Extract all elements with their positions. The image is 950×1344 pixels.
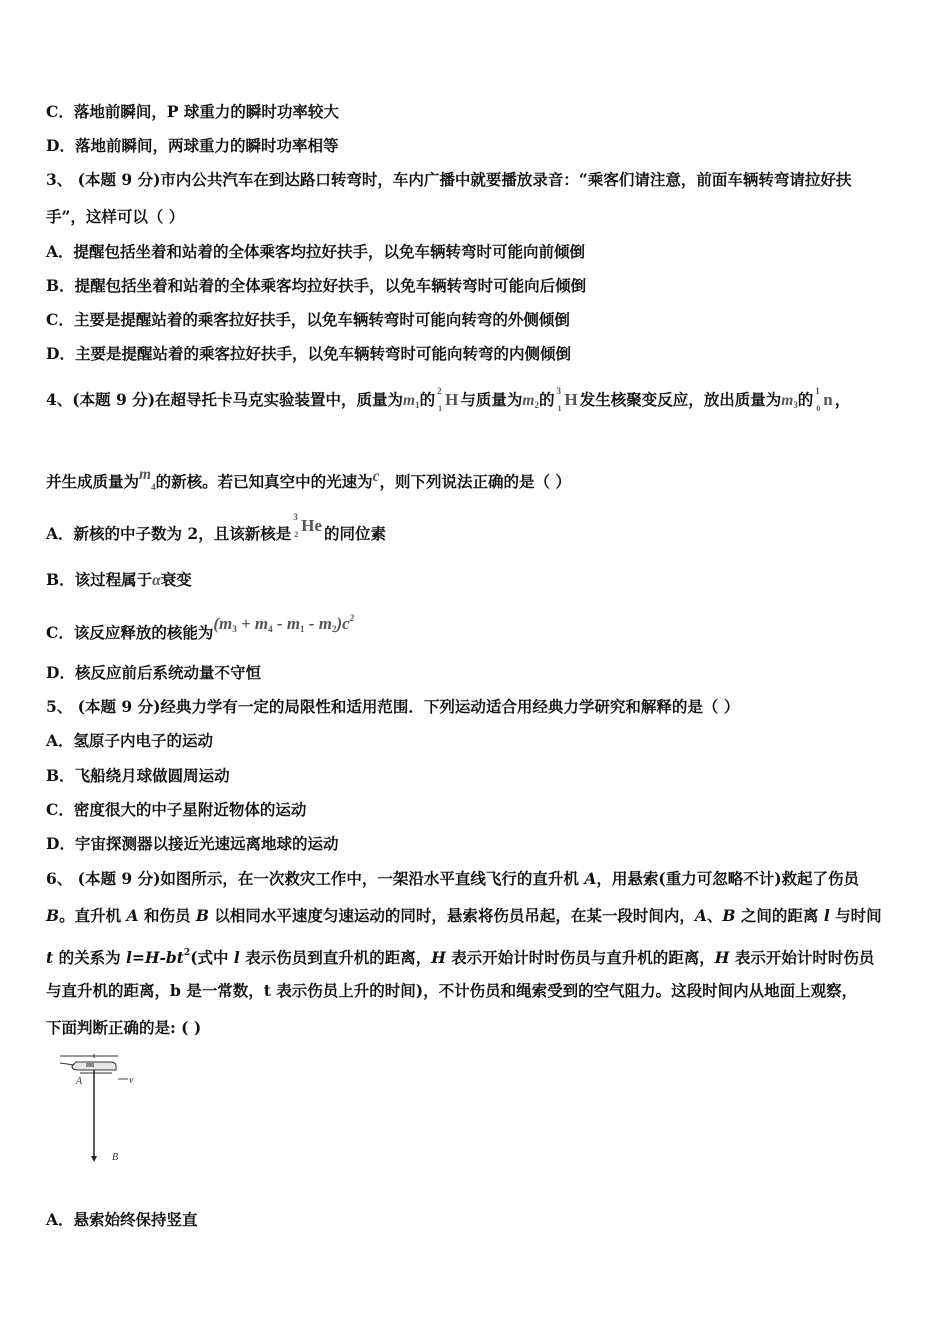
- alpha-symbol: α: [152, 572, 161, 589]
- helicopter-icon: [60, 1054, 118, 1073]
- option-c-q2: C．落地前瞬间，P 球重力的瞬时功率较大: [46, 102, 339, 121]
- option-d-q5: D．宇宙探测器以接近光速远离地球的运动: [46, 834, 339, 853]
- question-4-stem: 4、(本题 9 分)在超导托卡马克实验装置中，质量为m1的 2 1 H 与质量为m2的 3 1 H 发生核聚变反应，放出质量为m3的 1 0 n ，: [46, 386, 851, 413]
- question-6-stem-4: 与直升机的距离，b 是一常数，t 表示伤员上升的时间)，不计伤员和绳索受到的空气阻力。这段时间内从地面上观察，: [46, 981, 858, 1000]
- option-b-q4: B．该过程属于α衰变: [46, 570, 192, 589]
- helium-3-symbol: 3 2 He: [293, 512, 322, 539]
- energy-formula: $(m3 + m4 - m1 - m2)c^2$: [213, 613, 355, 634]
- label-a: A: [76, 1076, 83, 1087]
- option-d-q3: D．主要是提醒站着的乘客拉好扶手，以免车辆转弯时可能向转弯的内侧倾倒: [46, 344, 571, 363]
- option-d-q4: D．核反应前后系统动量不守恒: [46, 663, 261, 682]
- option-a-q6: A．悬索始终保持竖直: [46, 1210, 198, 1229]
- question-4-stem-cont: 并生成质量为m4的新核。若已知真空中的光速为c，则下列说法正确的是（ ）: [46, 466, 571, 492]
- question-6-stem-5: 下面判断正确的是: ( ): [46, 1018, 202, 1037]
- option-c-q3: C．主要是提醒站着的乘客拉好扶手，以免车辆转弯时可能向转弯的外侧倾倒: [46, 310, 570, 329]
- helicopter-rescue-figure: [58, 1052, 168, 1172]
- label-b: B: [112, 1152, 119, 1163]
- option-a-q3: A．提醒包括坐着和站着的全体乘客均拉好扶手，以免车辆转弯时可能向前倾倒: [46, 242, 586, 261]
- option-c-q4: C．该反应释放的核能为$(m3 + m4 - m1 - m2)c^2$: [46, 613, 355, 642]
- question-6-stem-2: B。直升机 A 和伤员 B 以相同水平速度匀速运动的同时，悬索将伤员吊起，在某一段时间内，A、B 之间的距离 l 与时间: [46, 906, 882, 925]
- option-d-q2: D．落地前瞬间，两球重力的瞬时功率相等: [46, 136, 339, 155]
- option-c-q5: C．密度很大的中子星附近物体的运动: [46, 800, 307, 819]
- question-6-stem-3: t 的关系为 $l=H-bt^2$(式中 l 表示伤员到直升机的距离，H 表示开始计时时伤员与直升机的距离，H 表示开始计时时伤员: [46, 948, 875, 967]
- option-a-q5: A．氢原子内电子的运动: [46, 731, 214, 750]
- neutron-symbol: 1 0 n: [815, 386, 833, 413]
- question-6-stem: 6、 (本题 9 分)如图所示，在一次救灾工作中，一架沿水平直线飞行的直升机 A，用悬索(重力可忽略不计)救起了伤员: [46, 869, 860, 888]
- question-3-stem: 3、 (本题 9 分)市内公共汽车在到达路口转弯时，车内广播中就要播放录音：“乘客们请注意，前面车辆转弯请拉好扶: [46, 170, 852, 189]
- option-a-q4: A．新核的中子数为 2，且该新核是 3 2 He 的同位素: [46, 512, 387, 543]
- option-b-q3: B．提醒包括坐着和站着的全体乘客均拉好扶手，以免车辆转弯时可能向后倾倒: [46, 276, 587, 295]
- question-5-stem: 5、 (本题 9 分)经典力学有一定的局限性和适用范围．下列运动适合用经典力学研究和解释的是（ ）: [46, 697, 740, 716]
- question-3-stem-cont: 手”，这样可以（ ）: [46, 207, 185, 226]
- label-v: v: [129, 1075, 134, 1086]
- tritium-symbol: 3 1 H: [556, 386, 578, 413]
- option-b-q5: B．飞船绕月球做圆周运动: [46, 766, 230, 785]
- injured-person-marker: [91, 1156, 97, 1162]
- deuterium-symbol: 2 1 H: [437, 386, 459, 413]
